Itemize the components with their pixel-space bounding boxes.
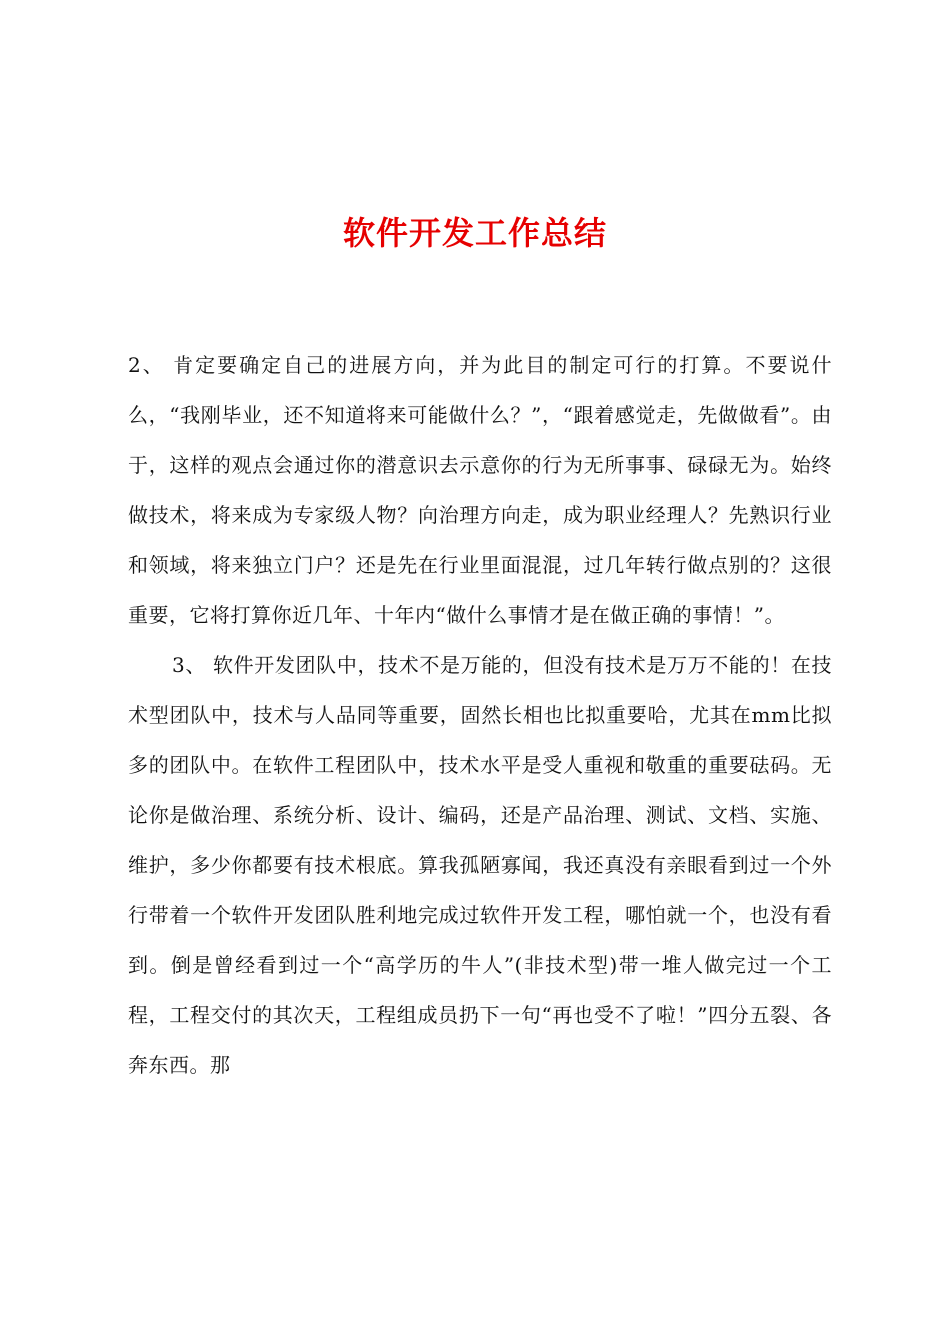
document-title: 软件开发工作总结 (342, 214, 607, 252)
paragraph-3: 3、 软件开发团队中，技术不是万能的，但没有技术是万万不能的！在技术型团队中，技术与人品同等重要，固然长相也比拟重要哈，尤其在mm比拟多的团队中。在软件工程团队中，技术水平是受人重视和敬重的重要砝码。无论你是做治理、系统分析、设计、编码，还是产品治理、测试、文档、实施、维护，多少你都要有技术根底。算我孤陋寡闻，我还真没有亲眼看到过一个外行带着一个软件开发团队胜利地完成过软件开发工程，哪怕就一个，也没有看到。倒是曾经看到过一个“高学历的牛人”(非技术型)带一堆人做完过一个工程，工程交付的其次天，工程组成员扔下一句“再也受不了啦！”四分五裂、各奔东西。那 (128, 653, 832, 1077)
paragraph-2: 2、 肯定要确定自己的进展方向，并为此目的制定可行的打算。不要说什么，“我刚毕业，还不知道将来可能做什么？”，“跟着感觉走，先做做看”。由于，这样的观点会通过你的潜意识去示意你的行为无所事事、碌碌无为。始终做技术，将来成为专家级人物？向治理方向走，成为职业经理人？先熟识行业和领域，将来独立门户？还是先在行业里面混混，过几年转行做点别的？这很重要，它将打算你近几年、十年内“做什么事情才是在做正确的事情！”。 (128, 353, 832, 627)
document-body (128, 340, 832, 1090)
